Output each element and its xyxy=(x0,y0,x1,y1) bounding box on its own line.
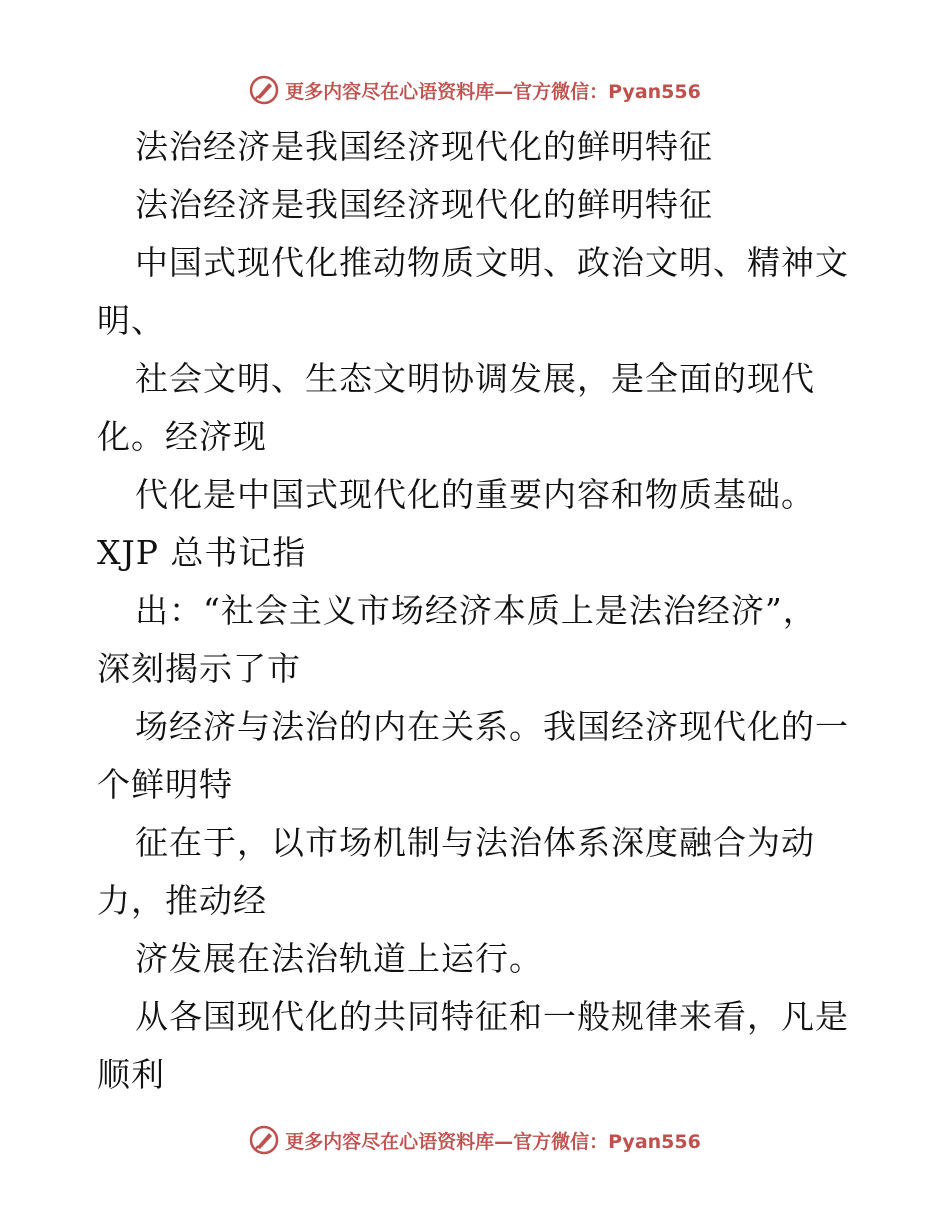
feather-pen-logo-icon xyxy=(249,75,279,105)
text-line: 法治经济是我国经济现代化的鲜明特征 xyxy=(135,127,713,166)
text-line: 济发展在法治轨道上运行。 xyxy=(135,939,543,978)
text-line: 社会文明、生态文明协调发展，是全面的现代 xyxy=(135,359,815,398)
document-body xyxy=(97,118,857,1104)
text-line: 出：“社会主义市场经济本质上是法治经济”， xyxy=(135,591,817,630)
text-line: 顺利 xyxy=(97,1055,165,1094)
text-line: 明、 xyxy=(97,301,165,340)
header-banner xyxy=(0,70,950,110)
text-line: 场经济与法治的内在关系。我国经济现代化的一 xyxy=(135,707,849,746)
text-line: 力，推动经 xyxy=(97,881,267,920)
text-line: 从各国现代化的共同特征和一般规律来看，凡是 xyxy=(135,997,849,1036)
text-line: XJP 总书记指 xyxy=(97,533,307,572)
text-line: 化。经济现 xyxy=(97,417,267,456)
text-line: 法治经济是我国经济现代化的鲜明特征 xyxy=(135,185,713,224)
header-text: 更多内容尽在心语资料库—官方微信：Pyan556 xyxy=(285,80,701,103)
footer-banner xyxy=(0,1120,950,1160)
feather-pen-logo-icon xyxy=(249,1125,279,1155)
text-line: 中国式现代化推动物质文明、政治文明、精神文 xyxy=(135,243,849,282)
footer-text: 更多内容尽在心语资料库—官方微信：Pyan556 xyxy=(285,1130,701,1153)
text-line: 代化是中国式现代化的重要内容和物质基础。 xyxy=(135,475,815,514)
text-line: 个鲜明特 xyxy=(97,765,233,804)
text-line: 深刻揭示了市 xyxy=(97,649,301,688)
text-line: 征在于，以市场机制与法治体系深度融合为动 xyxy=(135,823,815,862)
